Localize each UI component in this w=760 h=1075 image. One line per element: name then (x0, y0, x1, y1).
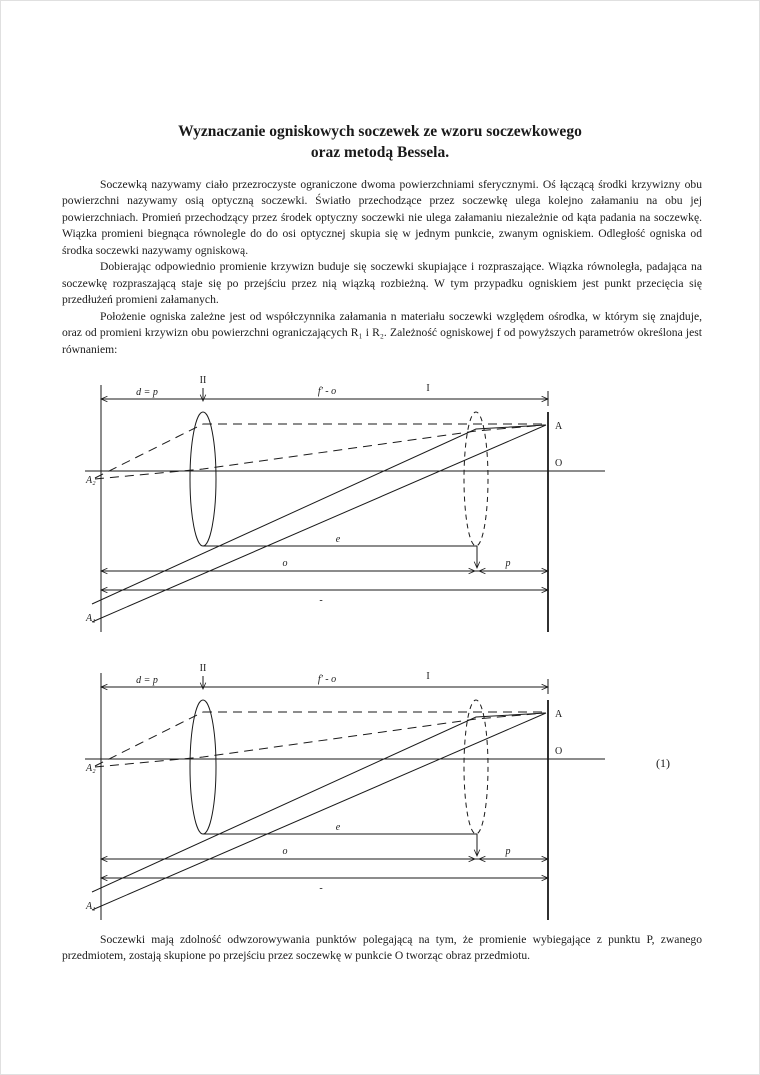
overall-dimension-line (101, 878, 548, 894)
lens-position-ii-ellipse (190, 412, 216, 546)
title-line-1: Wyznaczanie ogniskowych soczewek ze wzoru soczewkowego (178, 123, 582, 140)
point-a1-label: A₁ (86, 901, 96, 912)
point-a-label: A (555, 709, 563, 720)
dim-label-d-p: d = p (136, 675, 158, 686)
dim-label-p: p (505, 846, 511, 857)
document-title (0, 121, 760, 163)
dim-label-o: o (282, 846, 288, 857)
dim-label-e: e (335, 534, 341, 545)
e-dimension-line (203, 822, 477, 856)
top-dimension-line (101, 663, 548, 694)
dim-label-o: o (282, 558, 288, 569)
paragraph-2: Dobierając odpowiednio promienie krzywizn buduje się soczewki skupiające i rozpraszające. Wiązka równoległa, padająca na soczewkę rozpraszającą staje się po przejściu przez nią wiązką rozbieżną. W tym przypadku ogniskiem jest punkt przecięcia się przedłużeń promieni załamanych. (62, 260, 702, 307)
overall-dimension-line (101, 590, 548, 606)
closing-paragraph: Soczewki mają zdolność odwzorowywania punktów polegającą na tym, że promienie wybiegające z punktu P, zwanego przedmiotem, zostają skupione po przejściu przez soczewkę w punkcie O tworząc obraz przedmiotu. (62, 933, 702, 963)
dim-label-d-p: d = p (136, 387, 158, 398)
point-a1-label: A₁ (86, 613, 96, 624)
lens-position-ii-label: II (199, 663, 207, 674)
closing-text (62, 932, 702, 965)
lens-position-ii-ellipse (190, 700, 216, 834)
principal-rays-solid (92, 425, 546, 622)
point-o-label: O (555, 746, 563, 757)
lens-position-ii-label: II (199, 375, 207, 386)
lens-position-i-label: I (426, 383, 430, 394)
dim-label-dash: - (319, 595, 323, 606)
title-line-2: oraz metodą Bessela. (310, 144, 450, 161)
e-dimension-line (203, 534, 477, 568)
principal-rays-solid (92, 713, 546, 910)
body-text (62, 177, 702, 358)
point-a2-label: A₂ (86, 763, 96, 774)
lens-position-i-label: I (426, 671, 430, 682)
point-a-label: A (555, 421, 563, 432)
dim-label-e: e (335, 822, 341, 833)
point-a2-label: A₂ (86, 475, 96, 486)
point-o-label: O (555, 458, 563, 469)
dim-label-f-o: f′ - o (317, 386, 337, 397)
lens-ray-diagram-2 (85, 660, 625, 928)
dim-label-dash: - (319, 883, 323, 894)
dim-label-f-o: f′ - o (317, 674, 337, 685)
paragraph-3: Położenie ogniska zależne jest od współczynnika załamania n materiału soczewki względem ośrodka, w którym się znajduje, oraz od promieni krzywizn obu powierzchni ograniczających R₁ i R₂. Zależność ogniskowej f od powyższych parametrów określona jest równaniem: (62, 309, 702, 356)
dim-label-p: p (505, 558, 511, 569)
top-dimension-line (101, 375, 548, 406)
lens-ray-diagram-1 (85, 372, 625, 640)
equation-number: (1) (656, 756, 670, 770)
paragraph-1: Soczewką nazywamy ciało przezroczyste ograniczone dwoma powierzchniami sferycznymi. Oś łączącą środki krzywizny obu powierzchni nazywamy osią optyczną soczewki. Światło przechodzące przez soczewkę ulega kolejno załamaniu na obu jej powierzchniach. Promień przechodzący przez środek optyczny soczewki nie ulega załamaniu niezależnie od kąta padania na soczewkę. Wiązka promieni biegnąca równolegle do do osi optycznej skupia się w jednym punkcie, zwanym ogniskiem. Odległość ogniska od środka soczewki nazywamy ogniskową. (62, 178, 702, 257)
